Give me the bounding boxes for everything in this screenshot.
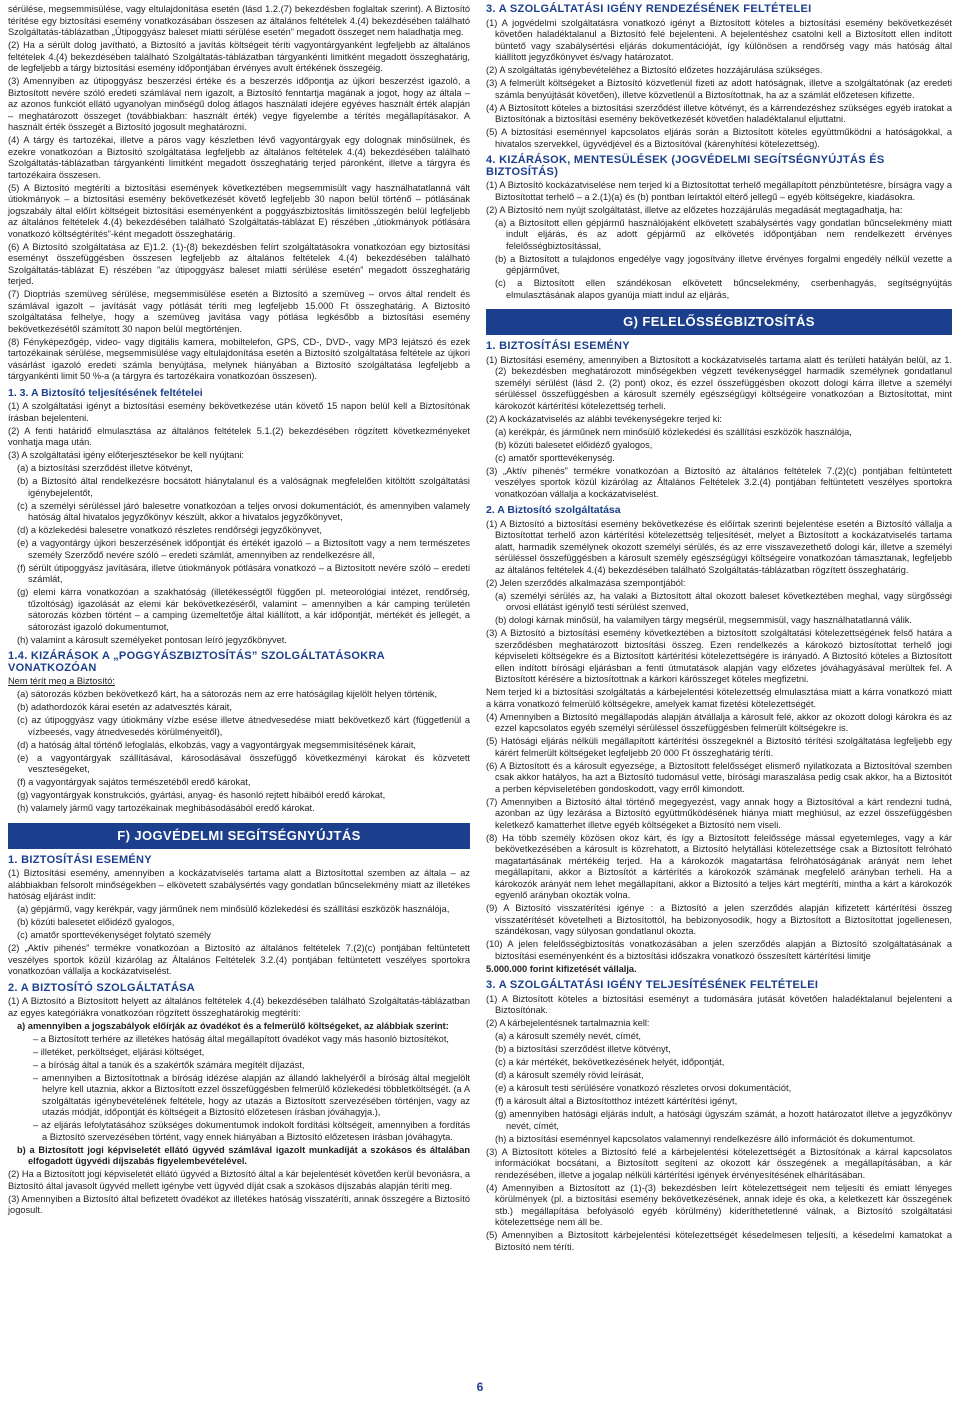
s4-item: (b) a Biztosított a tulajdonos engedélye vagy jogosítvány illetve érvényes forgalmi engedély nélkül vezette a gépjárművet, — [495, 253, 952, 275]
intro-para-6: (6) A Biztosító szolgáltatása az E)1.2. (1)-(8) bekezdésben felírt szolgáltatásokra vonatkozóan egy biztosítási eseményt összefüggésben összesen legfeljebb az általános feltételek 4.(4) bekezdésében található Szolgáltatás-táblázat E) részében ”az útipoggyász baleset miatti sérülése esetén” megadott összeghatárig terjed. — [8, 241, 470, 286]
s14-item: (f) a vagyontárgyak sajátos természetéből eredő károkat, — [17, 777, 251, 787]
s14-item: (h) valamely jármű vagy tartozékainak meghibásodásából eredő károkat. — [17, 803, 315, 813]
s3b-rest: (5) Amennyiben a Biztosított kárbejelentési kötelezettségét késedelmesen teljesíti, a késedelmi kamatokat a Biztosító nem téríti. — [486, 1230, 952, 1252]
s13-para-2: (2) A fenti határidő elmulasztása az általános feltételek 5.1.(2) bekezdésében rögzített következményeket vonhatja maga után. — [8, 425, 470, 447]
s13-item: (g) elemi kárra vonatkozóan a szakhatóság (illetékességtől függően pl. meteorológiai intézet, rendőrség, tűzoltóság) igazolását az elemi kár bekövetkezéséről, valamint – amennyiben a kár camping területén sátorozás közben történt – a camping üzemeltetője által kiállított, a kár időpontját, mértékét és jellegét, a sátorozást igazoló dokumentumot, — [17, 587, 470, 632]
g2-rest: (5) Hatósági eljárás nélküli megállapított kártérítési összegeknél a Biztosító térítési szolgáltatása legfeljebb egy kárért felmerült költségeket legfeljebb 20 000 Ft összeghatárig téríti. — [486, 736, 952, 758]
section-heading-3a: 3. A SZOLGÁLTATÁSI IGÉNY RENDEZÉSÉNEK FELTÉTELEI — [486, 3, 812, 15]
s14-item: (a) sátorozás közben bekövetkező kárt, ha a sátorozás nem az erre hatóságilag kijelölt helyen történik, — [17, 689, 438, 699]
page-number: 6 — [476, 1380, 484, 1394]
f2-b: b) a Biztosított jogi képviseletét ellátó ügyvéd számlával igazolt munkadíját a szokásos és általában elfogadott ügyvédi díjszabás figyelembevételével. — [17, 1144, 470, 1166]
f2-dash-item: – az eljárás lefolytatásához szükséges dokumentumok indokolt fordítási költségeit, amennyiben a fordítás a Biztosító szervezésében történt, vagy ennek hiányában a Biztosító előzetesen írásban jóváhagyta. — [33, 1120, 470, 1142]
s3a-para: (3) A felmerült költségeket a Biztosító közvetlenül fizeti az adott hatóságnak, illetve a szolgáltatónak (az eredeti számla benyújtását követően), illetve közvetlenül a Biztosítottnak, ha az a számlát előzetesen kifizette. — [486, 78, 952, 100]
g2-rest: (3) A Biztosító a biztosítási esemény következtében a biztosított szolgáltatási kötelezettségének felső határa a szerződésben meghatározott biztosítási összeg. Ezen rendelkezés a károkozó biztosítottat terhelő jogi képviseleti költségekre és a Biztosított kártérítési kötelezettségére is irányadó. A Biztosító köteles a Biztosított ellen indított bírósági eljárásban a fenti útmutatások alapján vagy előzetes jóváhagyásával merültek fel. A Biztosított kérésére a biztosítottnak a kárkori kárösszeget köteles megfizetni. — [486, 628, 952, 684]
section-heading-3b: 3. A SZOLGÁLTATÁSI IGÉNY TELJESÍTÉSÉNEK FELTÉTELEI — [486, 979, 819, 991]
f1-para: (1) Biztosítási esemény, amennyiben a kockázatviselés tartama alatt a Biztosítottal szemben az általa – az alábbiakban felsorolt minőségekben – elkövetett szabálysértés vagy gondatlan bűncselekmény miatt az illetékes hatóság eljárást indít: — [8, 868, 470, 901]
g2-rest: (10) A jelen felelősségbiztosítás vonatkozásában a jelen szerződés alapján a Biztosító szolgáltatásának a biztosítási eseményenként és a biztosítási időszakra vonatkozó összesített kártérítési limitje — [486, 939, 952, 961]
s3b-item: (c) a kár mértékét, bekövetkezésének helyét, időpontját, — [495, 1057, 725, 1067]
f1-item: (c) amatőr sporttevékenységet folytató személy — [17, 930, 211, 940]
g2-rest: Nem terjed ki a biztosítási szolgáltatás a kárbejelentési kötelezettség elmulasztása miatt a kárra vonatkozó miatt a kárra vonatkozó felmerülő költségekre, amelyek kamat fizetési kötelezettségét. — [486, 687, 952, 709]
section-heading-1-3: 1. 3. A Biztosító teljesítésének feltételei — [8, 386, 203, 399]
right-column — [486, 4, 952, 1255]
s3b-item: (b) a biztosítási szerződést illetve kötvényt, — [495, 1044, 671, 1054]
s3b-item: (d) a károsult személy rövid leírását, — [495, 1070, 644, 1080]
intro-para-2: (2) Ha a sérült dolog javítható, a Biztosító a javítás költségeit téríti vagyontárgyanként legfeljebb az általános feltételek 4.(4) bekezdésében található Szolgáltatás-táblázatban tárgyankénti limitként megadott összeghatárig, de legfeljebb a tárgy biztosítási esemény időpontjában érvényes avult értékének összegéig. — [8, 40, 470, 73]
g1-item: (a) kerékpár, és járműnek nem minősülő közlekedési és szállítási eszközök használója, — [495, 426, 852, 437]
s3b-item: (f) a károsult által a Biztosítotthoz intézett kártérítési igényt, — [495, 1096, 738, 1106]
g1-para-2: (2) A kockázatviselés az alábbi tevékenységekre terjed ki: — [486, 413, 722, 424]
s3a-para: (1) A jogvédelmi szolgáltatásra vonatkozó igényt a Biztosított köteles a biztosítási esemény bekövetkezését követően haladéktalanul a Biztosító felé bejelenteni. A bejelentéshez csatolni kell a Biztosított ellen indított büntető vagy szabálysértési eljárás dokumentációját, így különösen a rendőrség vagy más hatóság által kiállított jegyzőkönyvet és/vagy határozatot. — [486, 17, 952, 62]
s3b-rest: (4) Amennyiben a Biztosított az (1)-(3) bekezdésben leírt kötelezettségeit nem teljesíti és emiatt lényeges körülmények (pl. a biztosítási esemény bekövetkezésének, annak ideje és oka, a keletkezett kár összegének stb.) megállapítása befolyásoló egyéb körülmény) kideríthetetlenné válnak, a Biztosító szolgáltatási kötelezettsége nem áll be. — [486, 1182, 952, 1227]
s3a-para: (4) A Biztosított köteles a biztosítási szerződést illetve kötvényt, és a kárrendezéshez szükséges egyéb iratokat a Biztosítónak a biztosítási esemény bekövetkezését követően haladéktalanul eljuttatni. — [486, 102, 952, 124]
g2-rest: (4) Amennyiben a Biztosító megállapodás alapján átvállalja a károsult felé, akkor az okozott dologi károkra és az ezzel kapcsolatos egyéb személyi sérüléssel összefüggésben felmerült költségekre is. — [486, 711, 952, 733]
intro-para-8: (8) Fényképezőgép, video- vagy digitális kamera, mobiltelefon, GPS, CD-, DVD-, vagy MP3 lejátszó és ezek tartozékainak sérülése, megsemmisülése vagy eltulajdonítása esetén a Biztosító szolgáltatása feltétele az újkori vásárlást igazoló eredeti számla benyújtása, melynek hiányában a Biztosító szolgáltatása legfeljebb a tárgyankénti limit 50 %-a (a tárgyra és tartozékaira vonatkozóan összesen). — [8, 336, 470, 381]
intro-para-3: (3) Amennyiben az útipoggyász beszerzési értéke és a beszerzés időpontja az újkori beszerzést igazoló, a Biztosított nevére szóló eredeti számlával nem igazolt, a Biztosító fenntartja magának a jogot, hogy az általa – az azonos funkciót ellátó ugyanolyan minőségű dolog átlagos használati idejére egyéves használt érték alapján – meghatározott összeget (továbbiakban: használt érték) vegye figyelembe a térítés megállapításakor. A használt érték összegét a Biztosító jogosult meghatározni. — [8, 76, 470, 132]
g1-heading: 1. BIZTOSÍTÁSI ESEMÉNY — [486, 340, 630, 352]
g1-para-3: (3) „Aktív pihenés” termékre vonatkozóan a Biztosító az általános feltételek 7.(2)(c) pontjában feltüntetett veszélyes sportok közül kizárólag az Általános Feltételek 3.2.(4) pontjában feltüntetett veszélyes sportokra vonatkozóan vállalja a kockázatviselést. — [486, 465, 952, 499]
s13-item: (f) sérült útipoggyász javítására, illetve útiokmányok pótlására vonatkozó – a Biztosított nevére szóló – eredeti számlát, — [17, 562, 470, 584]
f2-heading: 2. A BIZTOSÍTÓ SZOLGÁLTATÁSA — [8, 981, 196, 994]
s13-item: (b) a Biztosító által rendelkezésre bocsátott hiánytalanul és a valóságnak megfelelően kitöltött szolgáltatási igénybejelentőt, — [17, 476, 470, 498]
intro-para-1: sérülése, megsemmisülése, vagy eltulajdonítása esetén (lásd 1.2.(7) bekezdésben foglaltak szerint). A Biztosító térítése egy biztosítási esemény vonatkozásában összesen az általános feltételek 4.(4) bekezdésében található Szolgáltatás-táblázatban „Útipoggyász baleset miatti sérülése esetén” megadott összeget nem haladhatja meg. — [8, 4, 470, 37]
s3b-rest: (3) A Biztosított köteles a Biztosító felé a kárbejelentési kötelezettségét a Biztosítónak a kárral kapcsolatos információkat bocsátani, a Biztosított segíteni az okozott kár összegének a megállapításában, a kár rendezésében, illetve a jogalap nélküli kártérítési igények érvényesítésének elhárításában. — [486, 1146, 952, 1180]
s3b-para: (1) A Biztosított köteles a biztosítási eseményt a tudomására jutását követően haladéktalanul bejelenteni a Biztosítónak. — [486, 993, 952, 1015]
s4-item: (a) a Biztosított ellen gépjármű használójaként elkövetett szabálysértés vagy gondatlan bűncselekmény miatt indult eljárás, és az adott gépjármű az elkövetés időpontjában nem rendelkezett érvényes felelősségbiztosítással, — [495, 217, 952, 251]
intro-para-4: (4) A tárgy és tartozékai, illetve a páros vagy készletben lévő vagyontárgyak egy dolognak minősülnek, és ezekre vonatkozóan a Biztosító szolgáltatása legfeljebb az általános feltételek 4.(4) bekezdésében található Szolgáltatás-táblázatban tárgyankénti limitként megadott összeghatárig terjed páronként, illetve a tárgyra és tartozékaira összesen. — [8, 135, 470, 180]
s13-item: (a) a biztosítási szerződést illetve kötvényt, — [17, 463, 193, 473]
f2-dash-item: – a bíróság által a tanúk és a szakértők számára megítélt díjazást, — [33, 1059, 305, 1070]
g2-limit: 5.000.000 forint kifizetését vállalja. — [486, 963, 637, 974]
left-intro — [8, 4, 470, 383]
intro-para-5: (5) A Biztosító megtéríti a biztosítási események következtében megsemmisült vagy használhatatlanná vált útiokmányok – a biztosítási esemény bekövetkezését követő legfeljebb 30 napon belül történő – pótlásának jogszabály által előírt költségeit biztosítási eseményenként a poggyászbiztosítás limitösszegén belül legfeljebb az általános feltételek 4.(4) bekezdésében található Szolgáltatás-táblázat E) részében „útiokmányok pótlására vonatkozó költségtérítés”-ként megadott összeghatárig. — [8, 182, 470, 239]
s3b-item: (h) a biztosítási eseménnyel kapcsolatos valamennyi rendelkezésre álló információt és dokumentumot. — [495, 1133, 916, 1144]
g2-item: (b) dologi kárnak minősül, ha valamilyen tárgy megsérül, megsemmisül, vagy használhatatlanná válik. — [495, 615, 912, 625]
s13-item: (c) a személyi sérüléssel járó balesetre vonatkozóan a teljes orvosi dokumentációt, és amennyiben valamely hatóság által hivatalos jegyzőkönyv készült, akkor a hivatalos jegyzőkönyvet, — [17, 500, 470, 522]
section-heading-1-4: 1.4. KIZÁRÁSOK A „POGGYÁSZBIZTOSÍTÁS” SZOLGÁLTATÁSOKRA VONATKOZÓAN — [8, 650, 385, 674]
s14-item: (b) adathordozók kárai esetén az adatvesztés kárait, — [17, 702, 232, 712]
s14-item: (d) a hatóság által történő lefoglalás, elkobzás, vagy a vagyontárgyak megsemmisítésének kárait, — [17, 739, 416, 750]
g1-item: (c) amatőr sporttevékenység. — [495, 452, 615, 463]
f1-item: (b) közúti balesetet előidéző gyalogos, — [17, 917, 175, 927]
g2-rest: (9) A Biztosító visszatérítési igénye : a Biztosító a jelen szerződés alapján kifizetett kártérítési összeg visszatérítését követelheti a Biztosítottól, ha bebizonyosodik, hogy a Biztosított a Biztosítottat jogellenesen, szándékosan, vagy súlyosan gondatlanul okozta. — [486, 903, 952, 936]
f1-para-2: (2) „Aktív pihenés” termékre vonatkozóan a Biztosító az általános feltételek 7.(2)(c) pontjában feltüntetett veszélyes sportok közül kizárólag az Általános Feltételek 3.2.(4) pontjában feltüntetett veszélyes sportokra vonatkozóan vállalja a kockázatviselést. — [8, 943, 470, 976]
s13-item: (h) valamint a károsult személyeket pontosan leíró jegyzőkönyvet. — [17, 634, 287, 645]
f1-heading: 1. BIZTOSÍTÁSI ESEMÉNY — [8, 853, 152, 866]
g2-rest: (7) Amennyiben a Biztosító által történő megegyezést, vagy annak hogy a Biztosítóval a kárt rendezni tudná, azonban az ügy lezárása a Biztosító együttműködésének hiánya miatt meghiúsul, az ezzel összefüggésben keletkező kamatterhet illetve egyéb költségeket a Biztosító nem viseli. — [486, 796, 952, 830]
s13-item: (d) a közlekedési balesetre vonatkozó részletes rendőrségi jegyzőkönyvet, — [17, 525, 322, 535]
section-band-f: F) JOGVÉDELMI SEGÍTSÉGNYÚJTÁS — [8, 823, 470, 849]
f2-para: (1) A Biztosító a Biztosított helyett az általános feltételek 4.(4) bekezdésében található Szolgáltatás-táblázatban az egyes kategóriákra vonatkozóan rögzített összeghatárokig megtéríti: — [8, 996, 470, 1018]
f2-a: a) amennyiben a jogszabályok előírják az óvadékot és a felmerülő költségeket, az alábbiak szerint: — [17, 1020, 449, 1031]
s13-para-3: (3) A szolgáltatási igény előterjesztésekor be kell nyújtani: — [8, 450, 245, 460]
s14-item: (g) vagyontárgyak konstrukciós, gyártási, anyag- és hasonló rejtett hibáiból eredő károkat, — [17, 790, 386, 800]
intro-para-7: (7) Dioptriás szemüveg sérülése, megsemmisülése esetén a Biztosító a szemüveg – orvos által rendelt és számlával igazolt – javítását vagy pótlását téríti meg legfeljebb 15.000 Ft összeghatárig. A Biztosító szolgáltatása felhelye, hogy a szemüveg javítása vagy pótlása legkésőbb a biztosítási esemény bekövetkezésétől számított 30 napon belül megtörténjen. — [8, 289, 470, 334]
s13-item: (e) a vagyontárgy újkori beszerzésének időpontját és értékét igazoló – a Biztosított vagy a nem természetes személy Szerződő nevére szóló – eredeti számlát, amennyiben az rendelkezésre áll, — [17, 538, 470, 560]
s3b-para: (2) A kárbejelentésnek tartalmaznia kell: — [486, 1018, 650, 1028]
section-heading-4: 4. KIZÁRÁSOK, MENTESÜLÉSEK (JOGVÉDELMI SEGÍTSÉGNYÚJTÁS ÉS BIZTOSÍTÁS) — [486, 154, 885, 178]
s3a-para: (5) A biztosítási eseménnyel kapcsolatos eljárás során a Biztosított köteles együttműködni a hatóságokkal, a hivatalos szervekkel, ügyvédjével és a Biztosítóval (kárenyhítési kötelezettség). — [486, 127, 952, 149]
s14-lead: Nem térít meg a Biztosító: — [8, 676, 115, 686]
g2-rest: (8) Ha több személy közösen okoz kárt, és így a Biztosított felelőssége mással egyetemleges, vagy a kár bekövetkezésében a károsult is közrehatott, a Biztosító helytállási kötelezettsége csak a Biztosított felróható magatartásának mértékéig terjed. Ha a károkozók magatartása felróhatóságának arányát nem lehet megállapítani, akkor a Biztosítót a kártérítés a károkozók számának megfelelő arányban terheli. Ha a károkozók arányát nem lehet megállapítani, akkor a Biztosító a teljes kárt megtéríti, minthа a kárt a károkozók egyenlő arányban okozták volna. — [486, 832, 952, 900]
s3b-item: (e) a károsult testi sérülésére vonatkozó részletes orvosi dokumentációt, — [495, 1083, 792, 1093]
s13-para-1: (1) A szolgáltatási igényt a biztosítási esemény bekövetkezése után követő 15 napon belül kell a Biztosítónak írásban bejelenteni. — [8, 401, 470, 423]
section-band-g: G) FELELŐSSÉGBIZTOSÍTÁS — [486, 309, 952, 335]
s14-item: (e) a vagyontárgyak szállításával, károsodásával összefüggő következményi károkat és közvetett veszteségeket, — [17, 752, 470, 774]
g2-para: (1) A Biztosító a biztosítási esemény bekövetkezése és előírtak szerinti bejelentése esetén a Biztosító vállalja a Biztosítottat terhelő azon kártérítési kötelezettség teljesítését, melyet a Biztosított a kockázatviselés tartama alatt, harmadik személynek okozott személyi sérülés, és az erre visszavezethető dologi kár, illetve a személyi sérüléssel összefüggésben a károsult személy egészségügyi költségeire vonatkozóan támasztanak, legfeljebb az általános feltételek 4.(4) bekezdésében található Szolgáltatás-táblázatban rögzített összeghatárig. — [486, 518, 952, 575]
s4-para: (1) A Biztosító kockázatviselése nem terjed ki a Biztosítottat terhelő megállapított pénzbüntetésre, bírságra vagy a Biztosítottat terhelő – a 2.(1)(a) és (b) pontban leírtaktól eltérő jellegű – egyéb költségekre, kiadásokra. — [486, 180, 952, 202]
s3a-para: (2) A szolgáltatás igénybevételéhez a Biztosító előzetes hozzájárulása szükséges. — [486, 65, 823, 75]
f2-rest: (3) Amennyiben a Biztosító által befizetett óvadékot az illetékes hatóság visszatéríti, annak összegére a Biztosító jogosult. — [8, 1193, 470, 1215]
left-column — [8, 4, 470, 1218]
f2-dash-item: – a Biztosított terhére az illetékes hatóság által megállapított óvadékot vagy más hasonló biztosítékot, — [33, 1033, 449, 1044]
s4-para: (2) A Biztosító nem nyújt szolgáltatást, illetve az előzetes hozzájárulás megadását megtagadhatja, ha: — [486, 204, 903, 215]
f2-dash-item: – amennyiben a Biztosítottnak a bíróság idézése alapján az állandó lakhelyéről a bíróság által megjelölt helyre kell utaznia, akkor a Biztosított ezzel összefüggésben felmerülő közlekedési többletköltségét. (a A szolgáltatás igénybevételének feltétele, hogy az utazás a Biztosított szervezésében történjen, vagy az utazás módját, időpontját és költségeit a Biztosító előzetesen írásban jóváhagyja.), — [33, 1072, 470, 1117]
f2-rest: (2) Ha a Biztosított jogi képviseletét ellátó ügyvéd a Biztosító által a kár bejelentését követően kerül bevonásra, a Biztosító által javasolt ügyvéd mellett igénybe vett ügyvéd díját csak a szokásos díjszabás alapján téríti meg. — [8, 1169, 470, 1191]
g1-para: (1) Biztosítási esemény, amennyiben a Biztosított a kockázatviselés tartama alatt és területi hatályán belül, az 1.(2) bekezdésben meghatározott minőségekben végzett tevékenységgel harmadik személynek gondatlanul személyi sérülést (lásd 2. (2) pont) okoz, és ezzel összefüggésben okozott dologi kárra illetve a személyi sérüléssel összefüggésben a károsult személy egészségügyi költségeire vonatkozóan a Biztosítottat, mint károkozót kártérítési kötelezettség terheli. — [486, 354, 952, 411]
f1-item: (a) gépjármű, vagy kerékpár, vagy járműnek nem minősülő közlekedési és szállítási eszközök használója, — [17, 904, 450, 914]
g2-item: (a) személyi sérülés az, ha valaki a Biztosított által okozott baleset következtében meghal, vagy sürgősségi orvosi ellátást igénylő testi sérülést szenved, — [495, 590, 952, 612]
s3b-item: (g) amennyiben hatósági eljárás indult, a hatósági ügyszám számát, a hozott határozatot illetve a jegyzőkönyv nevét, címét, — [495, 1109, 952, 1131]
s3b-item: (a) a károsult személy nevét, címét, — [495, 1031, 641, 1041]
g1-item: (b) közúti balesetet előidéző gyalogos, — [495, 439, 653, 450]
g2-rest: (6) A Biztosított és a károsult egyezsége, a Biztosított felelősséget elismerő nyilatkozata a Biztosítóval szemben csak akkor hatályos, ha azt a Biztosító tudomásul vette, bírósági maraszalása pedig csak akkor, ha a Biztosítót a perben képviseletében gondoskodott, vagy erről kimondott. — [486, 760, 952, 794]
s14-item: (c) az útipoggyász vagy útiokmány vízbe esése illetve átnedvesedése miatt bekövetkező kárt (függetlenül a vízbeesés, vagy átnedvesedés körülményeitől), — [17, 715, 470, 737]
g2-heading: 2. A Biztosító szolgáltatása — [486, 504, 621, 516]
f2-dash-item: – illetéket, perköltséget, eljárási költséget, — [33, 1046, 205, 1057]
g2-para: (2) Jelen szerződés alkalmazása szempontjából: — [486, 577, 686, 588]
s4-item: (c) a Biztosított ellen szándékosan elkövetett bűncselekmény, cserbenhagyás, segítségnyújtás elmulasztásának alapos gyanúja miatt indul az eljárás, — [495, 278, 952, 300]
